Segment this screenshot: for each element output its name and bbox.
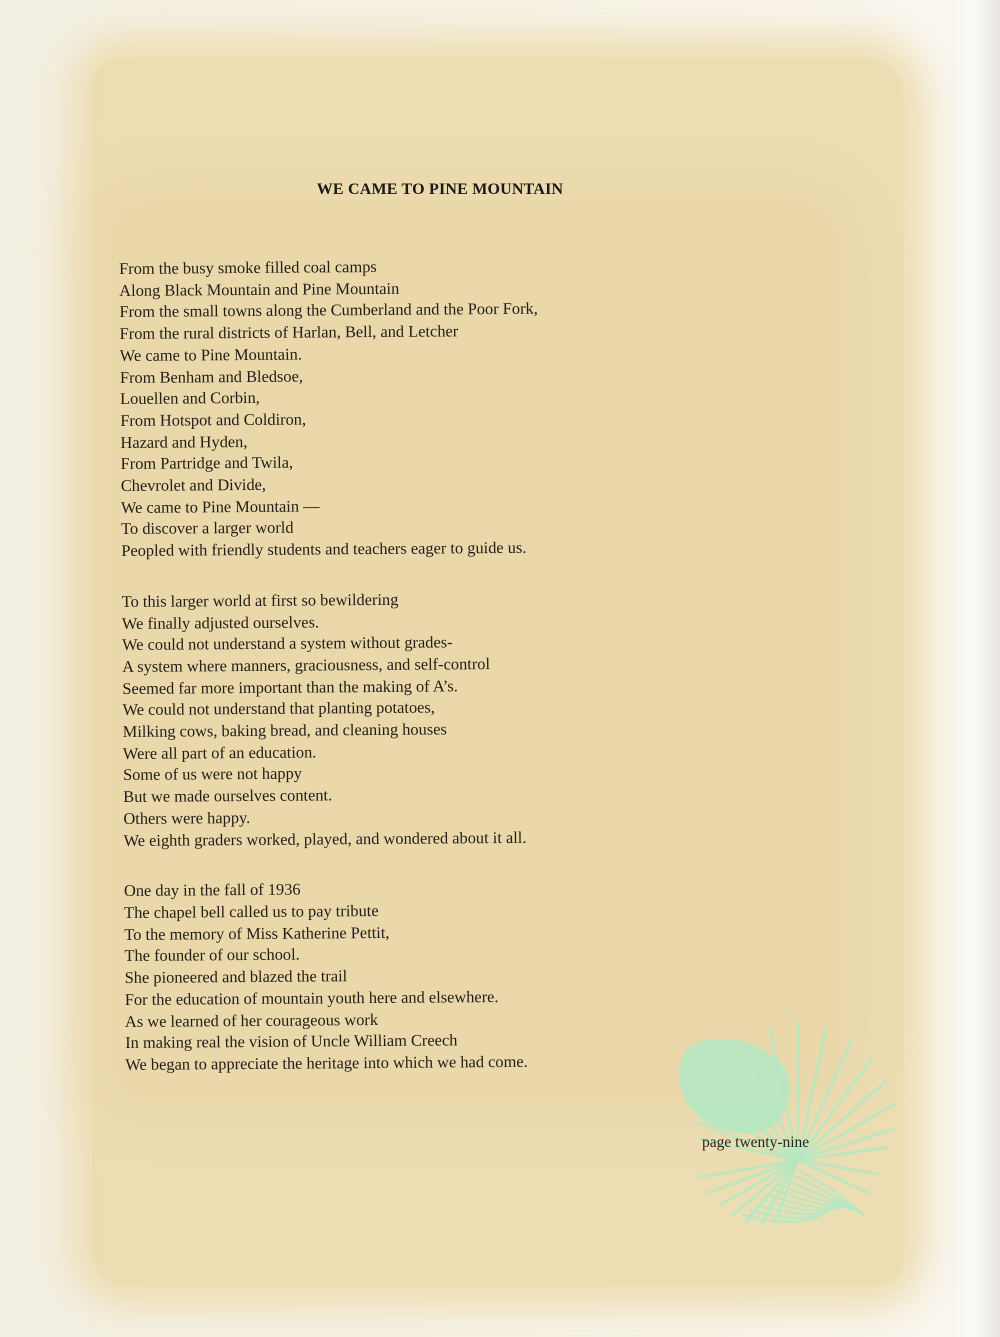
poem-line: The founder of our school. [124,944,300,966]
poem-line: We could not understand a system without grades- [121,632,453,655]
poem-line: To discover a larger world [121,518,294,539]
poem-line: We came to Pine Mountain — [120,496,320,517]
poem-line: As we learned of her courageous work [124,1009,379,1031]
poem-line: She pioneered and blazed the trail [124,966,348,988]
poem-line: A system where manners, graciousness, and self-control [122,654,491,676]
poem-line: From Partridge and Twila, [120,452,294,474]
poem-line: We came to Pine Mountain. [119,344,302,365]
page-number: page twenty-nine [702,1134,810,1151]
stanza-2 [122,586,744,851]
poem-line: From the busy smoke filled coal camps [119,256,377,278]
poem-line: One day in the fall of 1936 [123,879,301,901]
poem-line: We finally adjusted ourselves. [121,611,320,633]
poem-line: We eighth graders worked, played, and wondered about it all. [123,827,527,850]
poem-line: From the small towns along the Cumberland and the Poor Fork, [119,299,538,322]
poem-line: Seemed far more important than the making of A’s. [122,676,458,698]
stanza-1 [119,253,741,562]
poem-line: Were all part of an education. [122,742,317,763]
poem-line: For the education of mountain youth here and elsewhere. [124,986,499,1009]
poem-line: We began to appreciate the heritage into which we had come. [125,1051,528,1074]
poem-line: But we made ourselves content. [123,785,333,807]
poem-line: Milking cows, baking bread, and cleaning houses [122,719,447,742]
poem-line: From the rural districts of Harlan, Bell, and Letcher [119,321,459,344]
page-edge [952,0,1000,1337]
poem-line: The chapel bell called us to pay tribute [124,900,379,922]
pine-branch-icon [648,1010,896,1225]
poem-body [119,253,746,1104]
poem-line: From Hotspot and Coldiron, [120,409,307,430]
poem-line: In making real the vision of Uncle William Creech [125,1030,458,1053]
poem-line: Along Black Mountain and Pine Mountain [119,278,400,300]
poem-line: To the memory of Miss Katherine Pettit, [124,922,390,944]
poem-line: Louellen and Corbin, [120,388,260,409]
poem-line: To this larger world at first so bewildering [121,589,399,611]
poem-title: WE CAME TO PINE MOUNTAIN [316,181,564,198]
poem-line: Peopled with friendly students and teachers eager to guide us. [121,537,527,561]
poem-line: We could not understand that planting potatoes, [122,697,435,720]
poem-line: Some of us were not happy [122,764,303,785]
poem-line: Chevrolet and Divide, [120,474,267,496]
poem-line: Others were happy. [123,807,251,828]
poem-line: Hazard and Hyden, [120,431,248,452]
poem-line: From Benham and Bledsoe, [119,366,304,387]
